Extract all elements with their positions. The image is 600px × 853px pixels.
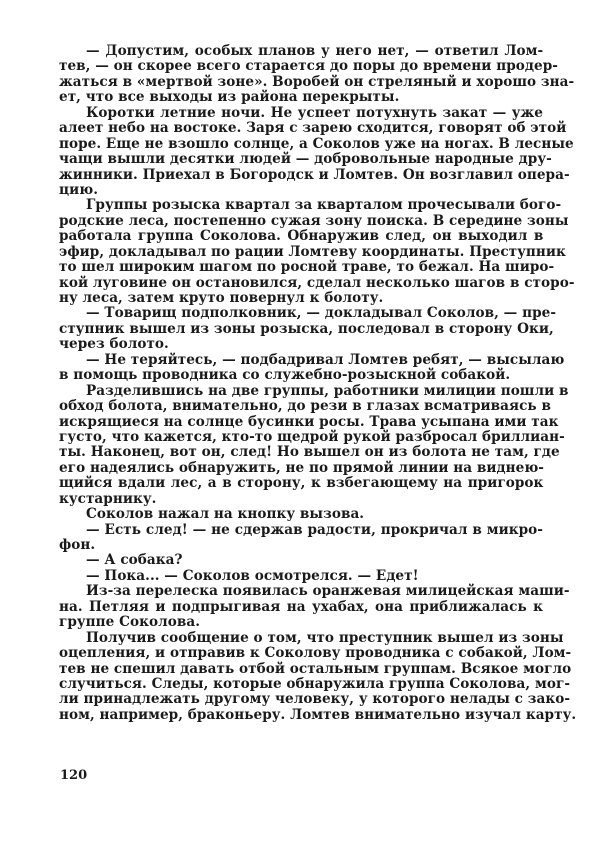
text-line: — Товарищ подполковник, — докладывал Соколов, — пре- [86, 305, 557, 322]
text-line: ступник вышел из зоны розыска, последовал в сторону Оки, [59, 320, 554, 337]
text-line: алеет небо на востоке. Заря с зарею сходится, говорят об этой [59, 120, 567, 137]
text-line: обход болота, внимательно, до рези в глазах всматриваясь в [59, 398, 551, 415]
text-line: ном, например, браконьеру. Ломтев внимательно изучал карту. [59, 706, 577, 723]
text-line: Коротки летние ночи. Не успеет потухнуть закат — уже [86, 104, 543, 121]
paragraph-4 [59, 305, 557, 353]
text-line: тев не спешил давать отбой остальным группам. Всякое могло [59, 660, 572, 677]
text-line: родские леса, постепенно сужая зону поиска. В середине зоны [59, 212, 569, 229]
text-line: Получив сообщение о том, что преступник вышел из зоны [86, 629, 564, 646]
text-line: щийся вдали лес, а в сторону, к взбегающему на пригорок [59, 475, 544, 492]
page-number: 120 [60, 768, 88, 783]
text-line: Соколов нажал на кнопку вызова. [86, 506, 365, 523]
text-line: — Не теряйтесь, — подбадривал Ломтев ребят, — высылаю [86, 351, 565, 368]
text-line: фон. [59, 537, 96, 553]
text-line: цию. [59, 181, 98, 198]
text-line: — А собака? [86, 552, 183, 569]
text-line: работала группа Соколова. Обнаружив след, он выходил в [59, 228, 544, 245]
paragraph-11 [59, 583, 570, 631]
paragraph-3 [59, 197, 575, 306]
text-line: группе Соколова. [59, 614, 201, 631]
text-line: густо, что кажется, кто-то щедрой рукой разбросал бриллиан- [59, 428, 565, 445]
text-line: кустарнику. [59, 490, 157, 507]
text-line: на. Петляя и подпрыгивая на ухабах, она приближалась к [59, 598, 544, 615]
text-line: — Допустим, особых планов у него нет, — ответил Лом- [86, 43, 544, 59]
text-line: Из-за перелеска появилась оранжевая милицейская маши- [86, 583, 570, 600]
text-line: искрящиеся на солнце бусинки росы. Трава усыпана ими так [59, 413, 559, 430]
paragraph-6 [59, 382, 569, 508]
paragraph-12 [59, 629, 577, 724]
text-line: Разделившись на две группы, работники милиции пошли в [86, 382, 569, 399]
text-line: случиться. Следы, которые обнаружила группа Соколова, мог- [59, 675, 571, 692]
text-line: — Пока... — Соколов осмотрелся. — Едет! [86, 567, 419, 584]
text-line: — Есть след! — не сдержав радости, прокричал в микро- [86, 521, 543, 538]
text-line: Группы розыска квартал за кварталом прочесывали бого- [86, 197, 562, 214]
text-line: поре. Еще не взошло солнце, а Соколов уже на ногах. В лесные [59, 135, 574, 152]
text-line: ет, что все выходы из района перекрыты. [59, 89, 400, 106]
text-line: жаться в «мертвой зоне». Воробей он стреляный и хорошо зна- [59, 73, 575, 90]
text-line: его надеялись обнаружить, не по прямой линии на виднею- [59, 459, 545, 476]
paragraph-10 [59, 569, 543, 584]
text-line: ну леса, затем круто повернул к болоту. [59, 290, 384, 306]
text-line: то шел широким шагом по росной траве, то бежал. На широ- [59, 259, 555, 276]
text-line: эфир, докладывал по рации Ломтеву координаты. Преступник [59, 243, 566, 260]
paragraph-1 [59, 43, 575, 106]
text-line: ли принадлежать другому человеку, у которого нелады с зако- [59, 691, 571, 708]
paragraph-8 [59, 523, 543, 554]
paragraph-7 [59, 507, 543, 522]
text-line: оцепления, и отправив к Соколову проводника с собакой, Лом- [59, 645, 572, 662]
text-line: ты. Наконец, вот он, след! Но вышел он из болота не там, где [59, 444, 560, 461]
paragraph-2 [59, 104, 574, 199]
paragraph-5 [59, 351, 565, 384]
text-line: чащи вышли десятки людей — добровольные народные дру- [59, 151, 552, 168]
text-line: через болото. [59, 336, 169, 353]
paragraph-9 [59, 553, 543, 568]
text-line: тев, — он скорее всего старается до поры до времени продер- [59, 58, 558, 75]
text-line: в помощь проводника со служебно-розыскной собакой. [59, 367, 511, 384]
text-line: жинники. Приехал в Богородск и Ломтев. Он возглавил опера- [59, 166, 570, 183]
book-page-body [59, 43, 577, 723]
text-line: кой луговине он остановился, сделал несколько шагов в сторо- [59, 274, 575, 291]
